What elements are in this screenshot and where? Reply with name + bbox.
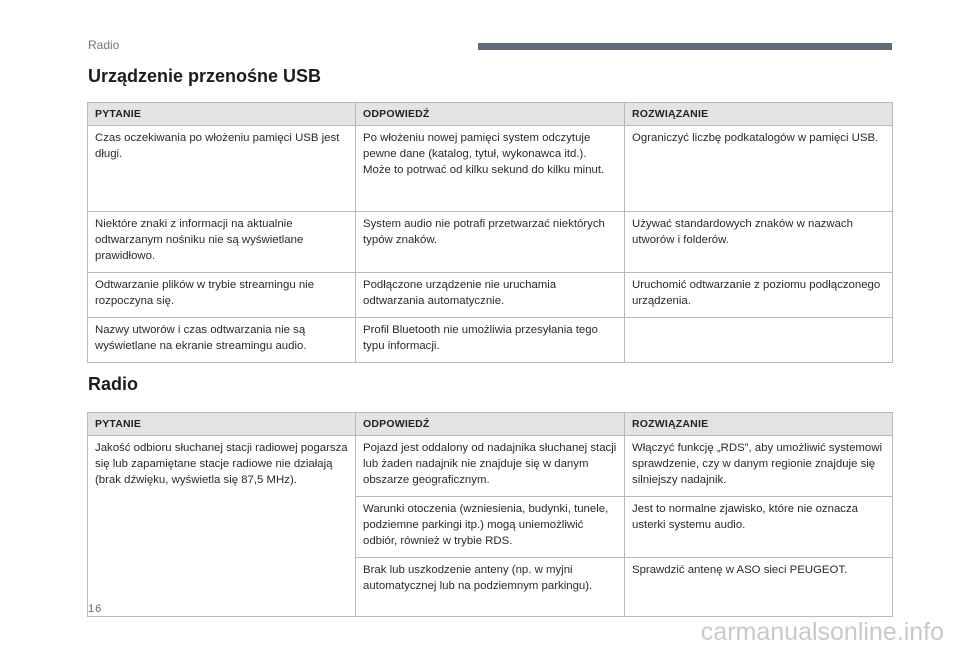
column-header-solution: ROZWIĄZANIE: [625, 103, 893, 126]
section-title-radio: Radio: [88, 374, 139, 394]
answer-cell: Profil Bluetooth nie umożliwia przesyłania tego typu informacji.: [356, 318, 625, 363]
question-cell: Odtwarzanie plików w trybie streamingu nie rozpoczyna się.: [88, 273, 356, 318]
column-header-question: PYTANIE: [88, 413, 356, 436]
table-header-row: [88, 103, 893, 126]
answer-cell: Pojazd jest oddalony od nadajnika słuchanej stacji lub żaden nadajnik nie znajduje się w danym obszarze geograficznym.: [356, 436, 625, 497]
table-row: [88, 436, 893, 497]
table-row: [88, 126, 893, 212]
radio-troubleshooting-table: [87, 412, 893, 617]
solution-cell: Włączyć funkcję „RDS”, aby umożliwić systemowi sprawdzenie, czy w danym regionie znajduje się silniejszy nadajnik.: [625, 436, 893, 497]
solution-cell: Ograniczyć liczbę podkatalogów w pamięci USB.: [625, 126, 893, 212]
question-cell: Niektóre znaki z informacji na aktualnie odtwarzanym nośniku nie są wyświetlane prawidłowo.: [88, 212, 356, 273]
answer-cell: Brak lub uszkodzenie anteny (np. w myjni automatycznej lub na podziemnym parkingu).: [356, 558, 625, 617]
solution-cell: Jest to normalne zjawisko, które nie oznacza usterki systemu audio.: [625, 497, 893, 558]
page-number: 16: [88, 603, 103, 615]
answer-cell: System audio nie potrafi przetwarzać niektórych typów znaków.: [356, 212, 625, 273]
question-cell: Czas oczekiwania po włożeniu pamięci USB jest długi.: [88, 126, 356, 212]
question-cell: Jakość odbioru słuchanej stacji radiowej pogarsza się lub zapamiętane stacje radiowe nie działają (brak dźwięku, wyświetla się 87,5 MHz).: [88, 436, 356, 617]
running-header-label: Radio: [88, 38, 120, 52]
solution-cell: Sprawdzić antenę w ASO sieci PEUGEOT.: [625, 558, 893, 617]
column-header-answer: ODPOWIEDŹ: [356, 103, 625, 126]
solution-cell: [625, 318, 893, 363]
solution-cell: Używać standardowych znaków w nazwach utworów i folderów.: [625, 212, 893, 273]
section-title-usb: Urządzenie przenośne USB: [88, 66, 322, 86]
column-header-answer: ODPOWIEDŹ: [356, 413, 625, 436]
table-header-row: [88, 413, 893, 436]
column-header-question: PYTANIE: [88, 103, 356, 126]
header-bar: [478, 43, 892, 50]
answer-cell: Warunki otoczenia (wzniesienia, budynki, tunele, podziemne parkingi itp.) mogą uniemożliwić odbiór, również w trybie RDS.: [356, 497, 625, 558]
table-row: [88, 273, 893, 318]
question-cell: Nazwy utworów i czas odtwarzania nie są wyświetlane na ekranie streamingu audio.: [88, 318, 356, 363]
table-row: [88, 212, 893, 273]
column-header-solution: ROZWIĄZANIE: [625, 413, 893, 436]
watermark: carmanualsonline.info: [700, 618, 944, 646]
solution-cell: Uruchomić odtwarzanie z poziomu podłączonego urządzenia.: [625, 273, 893, 318]
usb-troubleshooting-table: [87, 102, 893, 363]
answer-cell: Podłączone urządzenie nie uruchamia odtwarzania automatycznie.: [356, 273, 625, 318]
answer-cell: Po włożeniu nowej pamięci system odczytuje pewne dane (katalog, tytuł, wykonawca itd.). Może to potrwać od kilku sekund do kilku minut.: [356, 126, 625, 212]
table-row: [88, 318, 893, 363]
